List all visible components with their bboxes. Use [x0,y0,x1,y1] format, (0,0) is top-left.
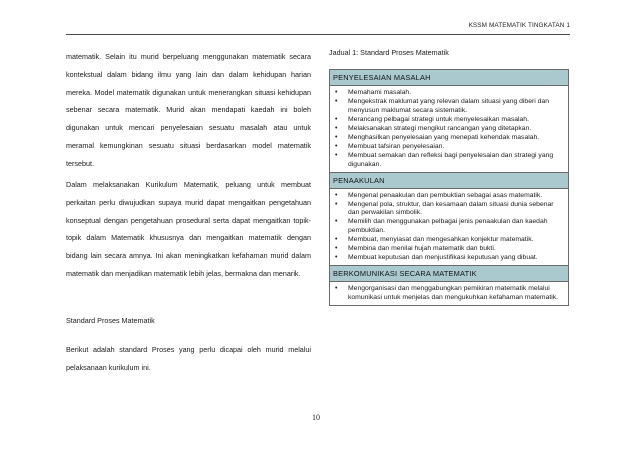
list-item-text: Membuat semakan dan refleksi bagi penyelesaian dan strategi yang digunakan. [348,152,554,168]
list-item [334,143,564,152]
body-paragraph-3: Berikut adalah standard Proses yang perlu dicapai oleh murid melalui pelaksanaan kurikulum ini. [66,345,311,372]
table-section-body [330,86,568,172]
bullet-icon: • [335,133,338,141]
bullet-icon: • [335,98,338,106]
list-item [334,254,564,263]
bullet-icon: • [335,235,338,243]
header-title: KSSM MATEMATIK TINGKATAN 1 [468,22,570,29]
bullet-icon: • [335,124,338,132]
page-number: 10 [312,413,320,422]
list-item-text: Mengorganisasi dan menggabungkan pemikiran matematik melalui komunikasi untuk menjelas dan mengukuhkan kefahaman matematik. [348,285,559,301]
list-item-text: Mengenal penaakulan dan pembuktian sebagai asas matematik. [348,191,543,199]
bullet-list [334,89,564,169]
list-item-text: Membuat, menyiasat dan mengesahkan konjektur matematik. [348,235,534,243]
list-item [334,218,564,235]
bullet-icon: • [335,245,338,253]
bullet-icon: • [335,89,338,96]
table-caption: Jadual 1: Standard Proses Matematik [329,48,449,57]
list-item-text: Melaksanakan strategi mengikut rancangan yang ditetapkan. [348,124,532,132]
list-item-text: Membuat tafsiran penyelesaian. [348,142,445,150]
list-item [334,125,564,134]
list-item [334,192,564,201]
list-item [334,98,564,115]
list-item-text: Merancang pelbagai strategi untuk menyelesaikan masalah. [348,115,529,123]
list-item [334,116,564,125]
table-section-body [330,282,568,305]
list-item [334,285,564,302]
bullet-icon: • [335,142,338,150]
table-section-heading: PENYELESAIAN MASALAH [330,70,568,86]
list-item-text: Memilih dan menggunakan pelbagai jenis penaakulan dan kaedah pembuktian. [348,218,548,234]
body-paragraph-2: Dalam melaksanakan Kurikulum Matematik, peluang untuk membuat perkaitan perlu diwujudkan supaya murid dapat mengaitkan pengetahuan konseptual dengan pengetahuan prosedural serta dapat mengaitkan topik-topik dalam Matematik khususnya dan mengaitkan matematik dengan bidang lain secara amnya. Ini akan meningkatkan kefahaman murid dalam matematik dan menjadikan matematik lebih jelas, bermakna dan menarik. [66,180,311,278]
left-column [66,48,311,372]
list-item-text: Membuat keputusan dan menjustifikasi keputusan yang dibuat. [348,254,538,262]
list-item [334,134,564,143]
bullet-icon: • [335,254,338,262]
table-section-heading: BERKOMUNIKASI SECARA MATEMATIK [330,265,568,282]
bullet-list [334,285,564,302]
list-item-text: Menghasilkan penyelesaian yang menepati kehendak masalah. [348,133,540,141]
standard-process-table [329,69,569,306]
bullet-icon: • [335,285,338,293]
list-item [334,89,564,98]
list-item-text: Mengenal pola, struktur, dan kesamaan dalam situasi dunia sebenar dan perwakilan simbolik. [348,200,554,217]
list-item [334,152,564,169]
list-item-text: Mengekstrak maklumat yang relevan dalam situasi yang diberi dan menyusun maklumat secara sistematik. [348,98,549,114]
bullet-list [334,192,564,263]
table-section-heading: PENAAKULAN [330,172,568,189]
list-item [334,201,564,218]
list-item-text: Membina dan menilai hujah matematik dan bukti. [348,245,496,253]
list-item [334,236,564,245]
bullet-icon: • [335,200,338,208]
bullet-icon: • [335,191,338,199]
list-item [334,245,564,254]
body-paragraph-1: matematik. Selain itu murid berpeluang menggunakan matematik secara kontekstual dalam bidang ilmu yang lain dan dalam kehidupan harian mereka. Model matematik digunakan untuk menerangkan situasi kehidupan sebenar secara matematik. Murid akan mendapati kaedah ini boleh digunakan untuk mencari penyelesaian sesuatu masalah atau untuk meramal kemungkinan sesuatu situasi berdasarkan model matematik tersebut. [66,52,311,168]
bullet-icon: • [335,218,338,226]
header-divider [66,34,570,35]
section-heading: Standard Proses Matematik [66,316,155,325]
bullet-icon: • [335,152,338,160]
list-item-text: Memahami masalah. [348,89,412,96]
right-column [329,48,569,306]
table-section-body [330,189,568,266]
bullet-icon: • [335,115,338,123]
